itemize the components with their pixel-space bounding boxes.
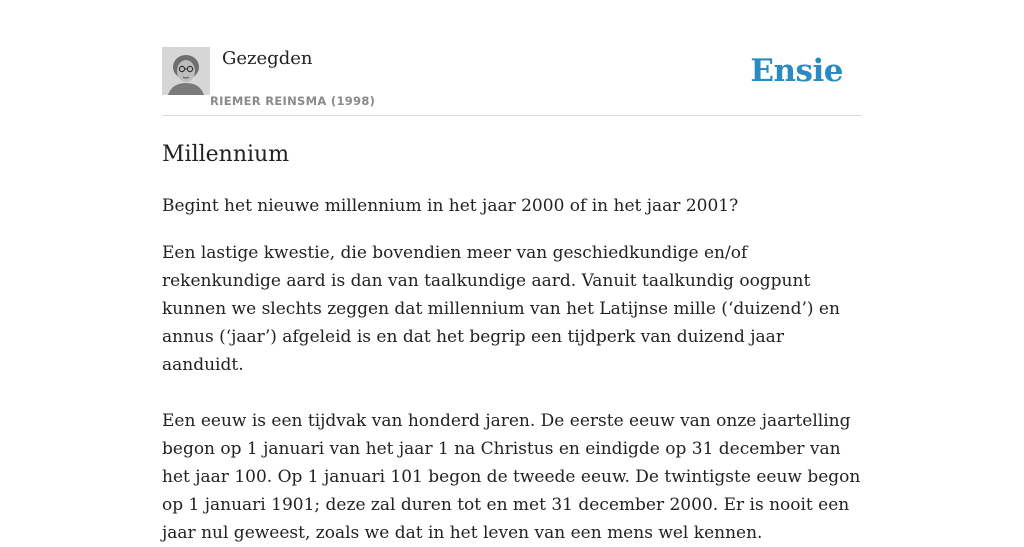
article-title: Millennium — [162, 142, 290, 167]
book-title[interactable]: Gezegden — [222, 48, 313, 69]
article-paragraph: Een eeuw is een tijdvak van honderd jaren. De eerste eeuw van onze jaartelling begon op 1 januari van het jaar 1 na Christus en eindigde op 31 december van het jaar 100. Op 1 januari 101 begon de tweede eeuw. De twintigste eeuw begon op 1 januari 1901; deze zal duren tot en met 31 december 2000. Er is nooit een jaar nul geweest, zoals we dat in het leven van een mens wel kennen. — [162, 411, 861, 543]
author-portrait-icon — [162, 47, 210, 95]
page — [162, 0, 862, 547]
author-avatar[interactable] — [162, 47, 210, 95]
article-paragraph: Een lastige kwestie, die bovendien meer van geschiedkundige en/of rekenkundige aard is dan van taalkundige aard. Vanuit taalkundig oogpunt kunnen we slechts zeggen dat millennium van het Latijnse mille (‘duizend’) en annus (‘jaar’) afgeleid is en dat het begrip een tijdperk van duizend jaar aanduidt. — [162, 243, 840, 375]
article-question: Begint het nieuwe millennium in het jaar 2000 of in het jaar 2001? — [162, 196, 739, 216]
author-label[interactable]: RIEMER REINSMA (1998) — [210, 94, 376, 108]
header — [162, 47, 862, 116]
brand-logo[interactable]: Ensie — [750, 53, 843, 89]
